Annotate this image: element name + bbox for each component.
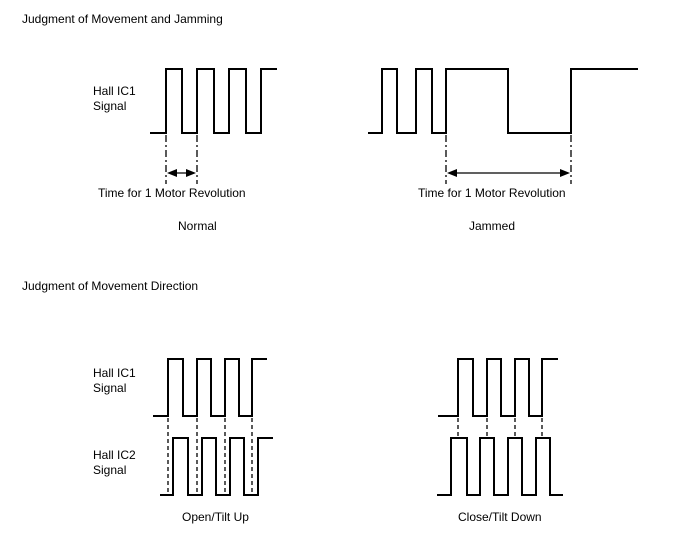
hall-ic2-label-line2: Signal — [93, 463, 127, 477]
waveform-open-hall-ic2 — [160, 438, 273, 495]
jammed-period-caption: Time for 1 Motor Revolution — [418, 186, 566, 200]
jammed-period-arrow-head-left — [447, 169, 457, 177]
section-title-jamming: Judgment of Movement and Jamming — [22, 12, 223, 26]
section-title-direction: Judgment of Movement Direction — [22, 279, 199, 293]
hall-ic1-signal-label-jamming — [93, 84, 136, 114]
hall-ic1-label-line1: Hall IC1 — [93, 84, 136, 98]
jammed-period-arrow-head-right — [560, 169, 570, 177]
close-tilt-down-label: Close/Tilt Down — [458, 510, 542, 524]
waveform-close-hall-ic1 — [438, 359, 558, 416]
hall-ic1-label-line2: Signal — [93, 381, 127, 395]
waveform-jammed-hall-ic1 — [368, 69, 638, 133]
jammed-verdict-label: Jammed — [469, 219, 516, 233]
waveform-close-hall-ic2 — [437, 438, 563, 495]
normal-period-caption: Time for 1 Motor Revolution — [98, 186, 246, 200]
normal-period-arrow-head-left — [167, 169, 177, 177]
normal-period-arrow-head-right — [186, 169, 196, 177]
normal-verdict-label: Normal — [178, 219, 217, 233]
hall-ic2-signal-label-direction — [93, 448, 136, 478]
hall-ic1-label-line2: Signal — [93, 99, 127, 113]
hall-ic2-label-line1: Hall IC2 — [93, 448, 136, 462]
hall-ic1-signal-label-direction — [93, 366, 136, 396]
waveform-open-hall-ic1 — [153, 359, 267, 416]
waveform-normal-hall-ic1 — [150, 69, 277, 133]
open-tilt-up-label: Open/Tilt Up — [182, 510, 249, 524]
hall-ic1-label-line1: Hall IC1 — [93, 366, 136, 380]
